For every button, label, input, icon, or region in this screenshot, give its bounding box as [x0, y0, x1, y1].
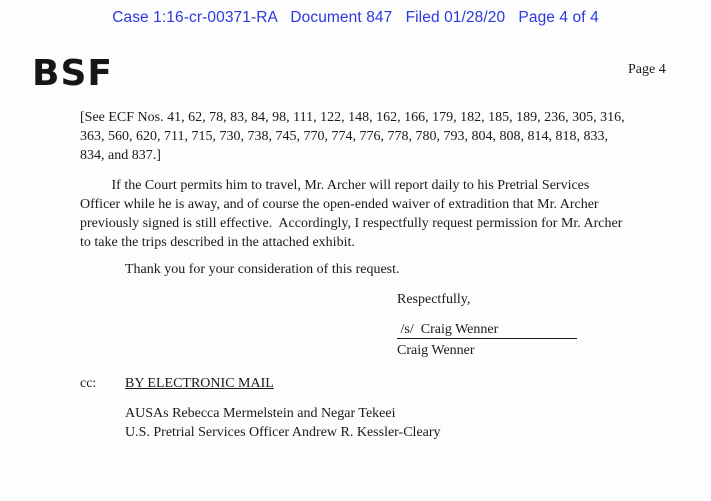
cc-delivery-method: BY ELECTRONIC MAIL — [125, 376, 274, 391]
signatory-name: Craig Wenner — [397, 343, 475, 358]
cc-label: cc: — [80, 376, 97, 391]
closing-respectfully: Respectfully, — [397, 292, 471, 307]
travel-request-paragraph: If the Court permits him to travel, Mr. Archer will report daily to his Pretrial Services Officer while he is away, and of course the open-ended waiver of extradition that Mr. Archer previously signed is still effective. Accordingly, I respectfully request permission for Mr. Archer to take the trips described in the attached exhibit. — [80, 178, 623, 250]
bsf-logo: BSF — [32, 53, 113, 94]
thanks-paragraph: Thank you for your consideration of this request. — [125, 262, 400, 277]
signature-text: /s/ Craig Wenner — [397, 322, 577, 339]
cc-recipients: AUSAs Rebecca Mermelstein and Negar Tekeei U.S. Pretrial Services Officer Andrew R. Kessler-Cleary — [125, 406, 441, 440]
ecf-citation-paragraph: [See ECF Nos. 41, 62, 78, 83, 84, 98, 111, 122, 148, 162, 166, 179, 182, 185, 189, 236, 305, 316, 363, 560, 620, 711, 715, 730, 738, 745, 770, 774, 776, 778, 780, 793, 804, 808, 814, 818, 833, 834, and 837.] — [80, 110, 625, 163]
case-header: Case 1:16-cr-00371-RA Document 847 Filed 01/28/20 Page 4 of 4 — [112, 9, 599, 26]
page-number: Page 4 — [628, 62, 666, 77]
signature-line — [397, 322, 577, 339]
